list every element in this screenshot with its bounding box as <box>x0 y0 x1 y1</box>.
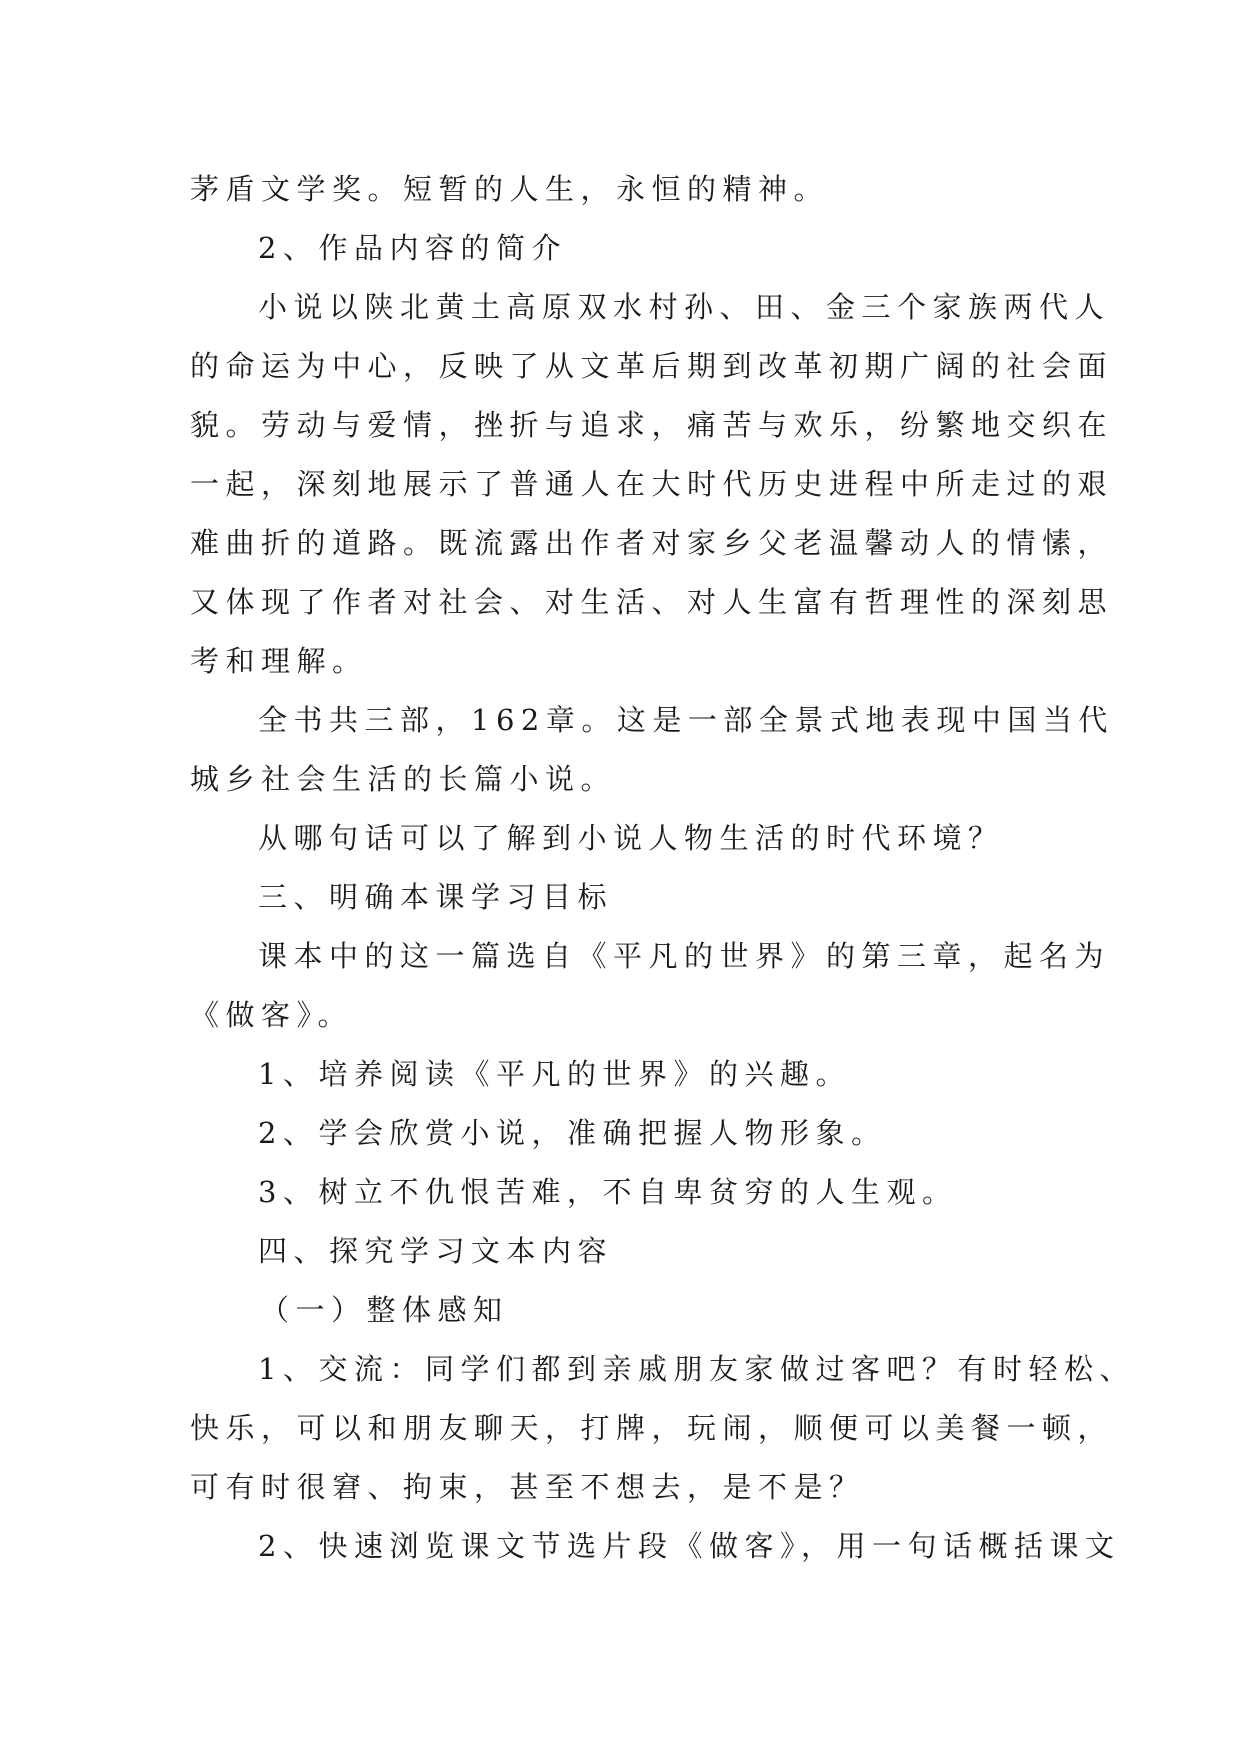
list-item: 1、培养阅读《平凡的世界》的兴趣。 <box>258 1057 851 1091</box>
text-line: 貌。劳动与爱情，挫折与追求，痛苦与欢乐，纷繁地交织在 <box>190 408 1114 442</box>
list-item: 1、交流：同学们都到亲戚朋友家做过客吧？有时轻松、 <box>258 1352 1135 1386</box>
text-line: 考和理解。 <box>190 644 368 678</box>
text-line: 一起，深刻地展示了普通人在大时代历史进程中所走过的艰 <box>190 467 1114 501</box>
text-line: 从哪句话可以了解到小说人物生活的时代环境？ <box>258 821 1004 855</box>
document-body <box>190 160 1135 1576</box>
list-item: 2、快速浏览课文节选片段《做客》，用一句话概括课文 <box>258 1529 1121 1563</box>
text-line: 茅盾文学奖。短暂的人生，永恒的精神。 <box>190 172 830 206</box>
subsection-heading: （一）整体感知 <box>260 1293 509 1327</box>
list-item: 3、树立不仇恨苦难，不自卑贫穷的人生观。 <box>258 1175 958 1209</box>
text-line: 又体现了作者对社会、对生活、对人生富有哲理性的深刻思 <box>190 585 1114 619</box>
text-line: 城乡社会生活的长篇小说。 <box>190 762 617 796</box>
text-line: 可有时很窘、拘束，甚至不想去，是不是？ <box>190 1470 865 1504</box>
text-line: 全书共三部，162章。这是一部全景式地表现中国当代 <box>258 703 1114 737</box>
text-line: 《做客》。 <box>190 998 354 1032</box>
text-line: 课本中的这一篇选自《平凡的世界》的第三章，起名为 <box>258 939 1111 973</box>
section-heading: 2、作品内容的简介 <box>258 231 567 265</box>
section-heading: 四、探究学习文本内容 <box>258 1234 614 1268</box>
text-line: 难曲折的道路。既流露出作者对家乡父老温馨动人的情愫， <box>190 526 1114 560</box>
list-item: 2、学会欣赏小说，准确把握人物形象。 <box>258 1116 887 1150</box>
text-line: 的命运为中心，反映了从文革后期到改革初期广阔的社会面 <box>190 349 1114 383</box>
text-line: 小说以陕北黄土高原双水村孙、田、金三个家族两代人 <box>258 290 1111 324</box>
section-heading: 三、明确本课学习目标 <box>258 880 614 914</box>
text-line: 快乐，可以和朋友聊天，打牌，玩闹，顺便可以美餐一顿， <box>190 1411 1114 1445</box>
